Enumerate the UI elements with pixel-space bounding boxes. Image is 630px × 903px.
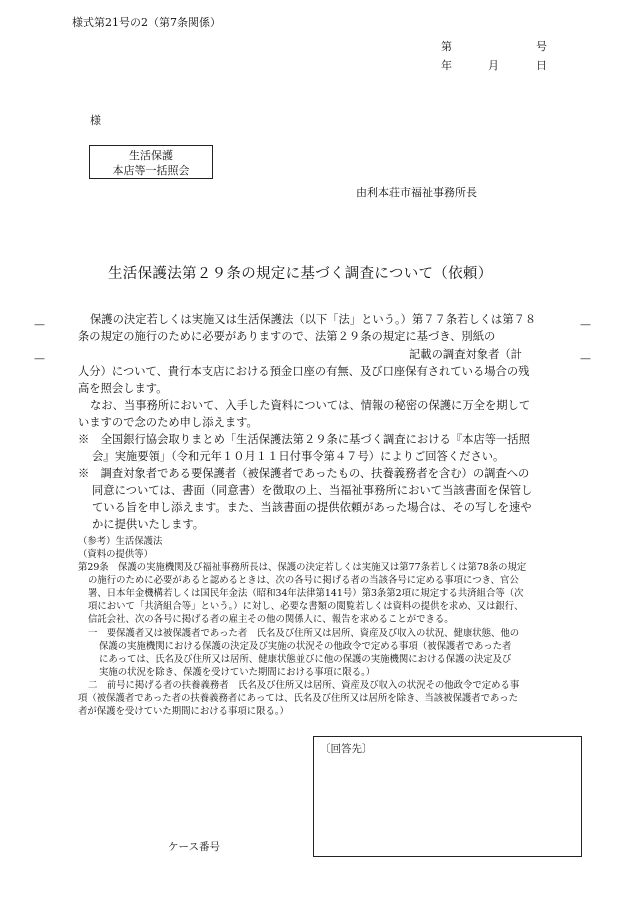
item1-line4: 実施の状況を除き、保護を受けていた期間における事項に限る。） (99, 667, 376, 678)
article-line4: 項において「共済組合等」という。）に対し、必要な書類の閲覧若しくは資料の提供を求め、又は銀行、 (88, 601, 524, 612)
body-note2-line3: ている旨を申し添えます。また、当該書面の提供依頼があった場合は、その写しを速や (92, 501, 532, 514)
item2-line3: 者が保護を受けていた期間における事項に限る。） (78, 706, 289, 717)
item1-line1: 一 要保護者又は被保護者であった者 氏名及び住所又は居所、資産及び収入の状況、健康状態、他の (88, 628, 520, 639)
body-note2-line4: かに提供いたします。 (92, 518, 205, 531)
reference-heading: （参考）生活保護法 (78, 536, 163, 547)
sender: 由利本荘市福祉事務所長 (356, 186, 477, 199)
addressee-honorific: 様 (90, 114, 101, 127)
body-p1-line2: 条の規定の施行のために必要がありますので、法第２９条の規定に基づき、別紙の (78, 330, 496, 343)
margin-mark-left-1: — (34, 318, 45, 331)
article-line3: 署、日本年金機構若しくは国民年金法（昭和34年法律第141号）第3条第2項に規定する共済組合等（次 (88, 588, 524, 599)
body-p1-line4: 人分）について、貴行本支店における預金口座の有無、及び口座保有されている場合の残 (78, 365, 530, 378)
article-line5: 信託会社、次の各号に掲げる者の雇主その他の関係人に、報告を求めることができる。 (88, 614, 454, 625)
item1-line3: にあっては、氏名及び住所又は居所、健康状態並びに他の保護の実施機関における保護の決定及び (99, 654, 512, 665)
body-p1-line3: 記載の調査対象者（計 (409, 348, 522, 361)
margin-mark-right-1: — (580, 318, 591, 331)
date-day: 日 (536, 59, 547, 72)
margin-mark-right-2: — (580, 352, 591, 365)
answer-label: 〔回答先〕 (320, 743, 373, 755)
item2-line1: 二 前号に掲げる者の扶養義務者 氏名及び住所又は居所、資産及び収入の状況その他政令で定める事 (88, 680, 520, 691)
case-number-label: ケース番号 (168, 841, 220, 853)
answer-box[interactable] (313, 736, 582, 857)
body-note1-line2: 会』実施要領」（令和元年１０月１１日付事令第４７号）によりご回答ください。 (92, 450, 505, 463)
stamp-box-line1: 生活保護 (129, 149, 173, 162)
item2-line2: 項（被保護者であった者の扶養義務者にあっては、氏名及び住所又は居所を除き、当該被保護者であった (78, 693, 518, 704)
stamp-box (89, 145, 213, 179)
page-title: 生活保護法第２９条の規定に基づく調査について（依頼） (108, 266, 493, 282)
stamp-box-line2: 本店等一括照会 (112, 164, 190, 177)
item1-line2: 保護の実施機関における保護の決定及び実施の状況その他政令で定める事項（被保護者であった者 (99, 641, 512, 652)
body-note2-line1: ※ 調査対象者である要保護者（被保護者であったもの、扶養義務者を含む）の調査への (78, 467, 530, 480)
margin-mark-left-2: — (34, 352, 45, 365)
number-prefix: 第 (441, 40, 452, 53)
body-note1-line1: ※ 全国銀行協会取りまとめ「生活保護法第２９条に基づく調査における『本店等一括照 (78, 433, 530, 446)
body-p1-line1: 保護の決定若しくは実施又は生活保護法（以下「法」という。）第７７条若しくは第７８ (90, 313, 537, 326)
body-p1-line5: 高を照会します。 (78, 382, 168, 395)
date-year: 年 (441, 59, 452, 72)
reference-subheading: （資料の提供等） (78, 549, 154, 560)
body-note2-line2: 同意については、書面（同意書）を徴取の上、当福祉事務所において当該書面を保管し (92, 484, 533, 497)
article-line2: の施行のために必要があると認めるときは、次の各号に掲げる者の当該各号に定める事項につき、官公 (88, 575, 519, 586)
number-suffix: 号 (536, 40, 547, 53)
date-month: 月 (488, 59, 499, 72)
body-p2-line1: なお、当事務所において、入手した資料については、情報の秘密の保護に万全を期して (90, 399, 531, 412)
form-number: 様式第21号の2（第7条関係） (72, 16, 221, 29)
article-line1: 第29条 保護の実施機関及び福祉事務所長は、保護の決定若しくは実施又は第77条若しくは第78条の規定 (78, 562, 527, 573)
body-p2-line2: いますので念のため申し添えます。 (78, 416, 258, 429)
